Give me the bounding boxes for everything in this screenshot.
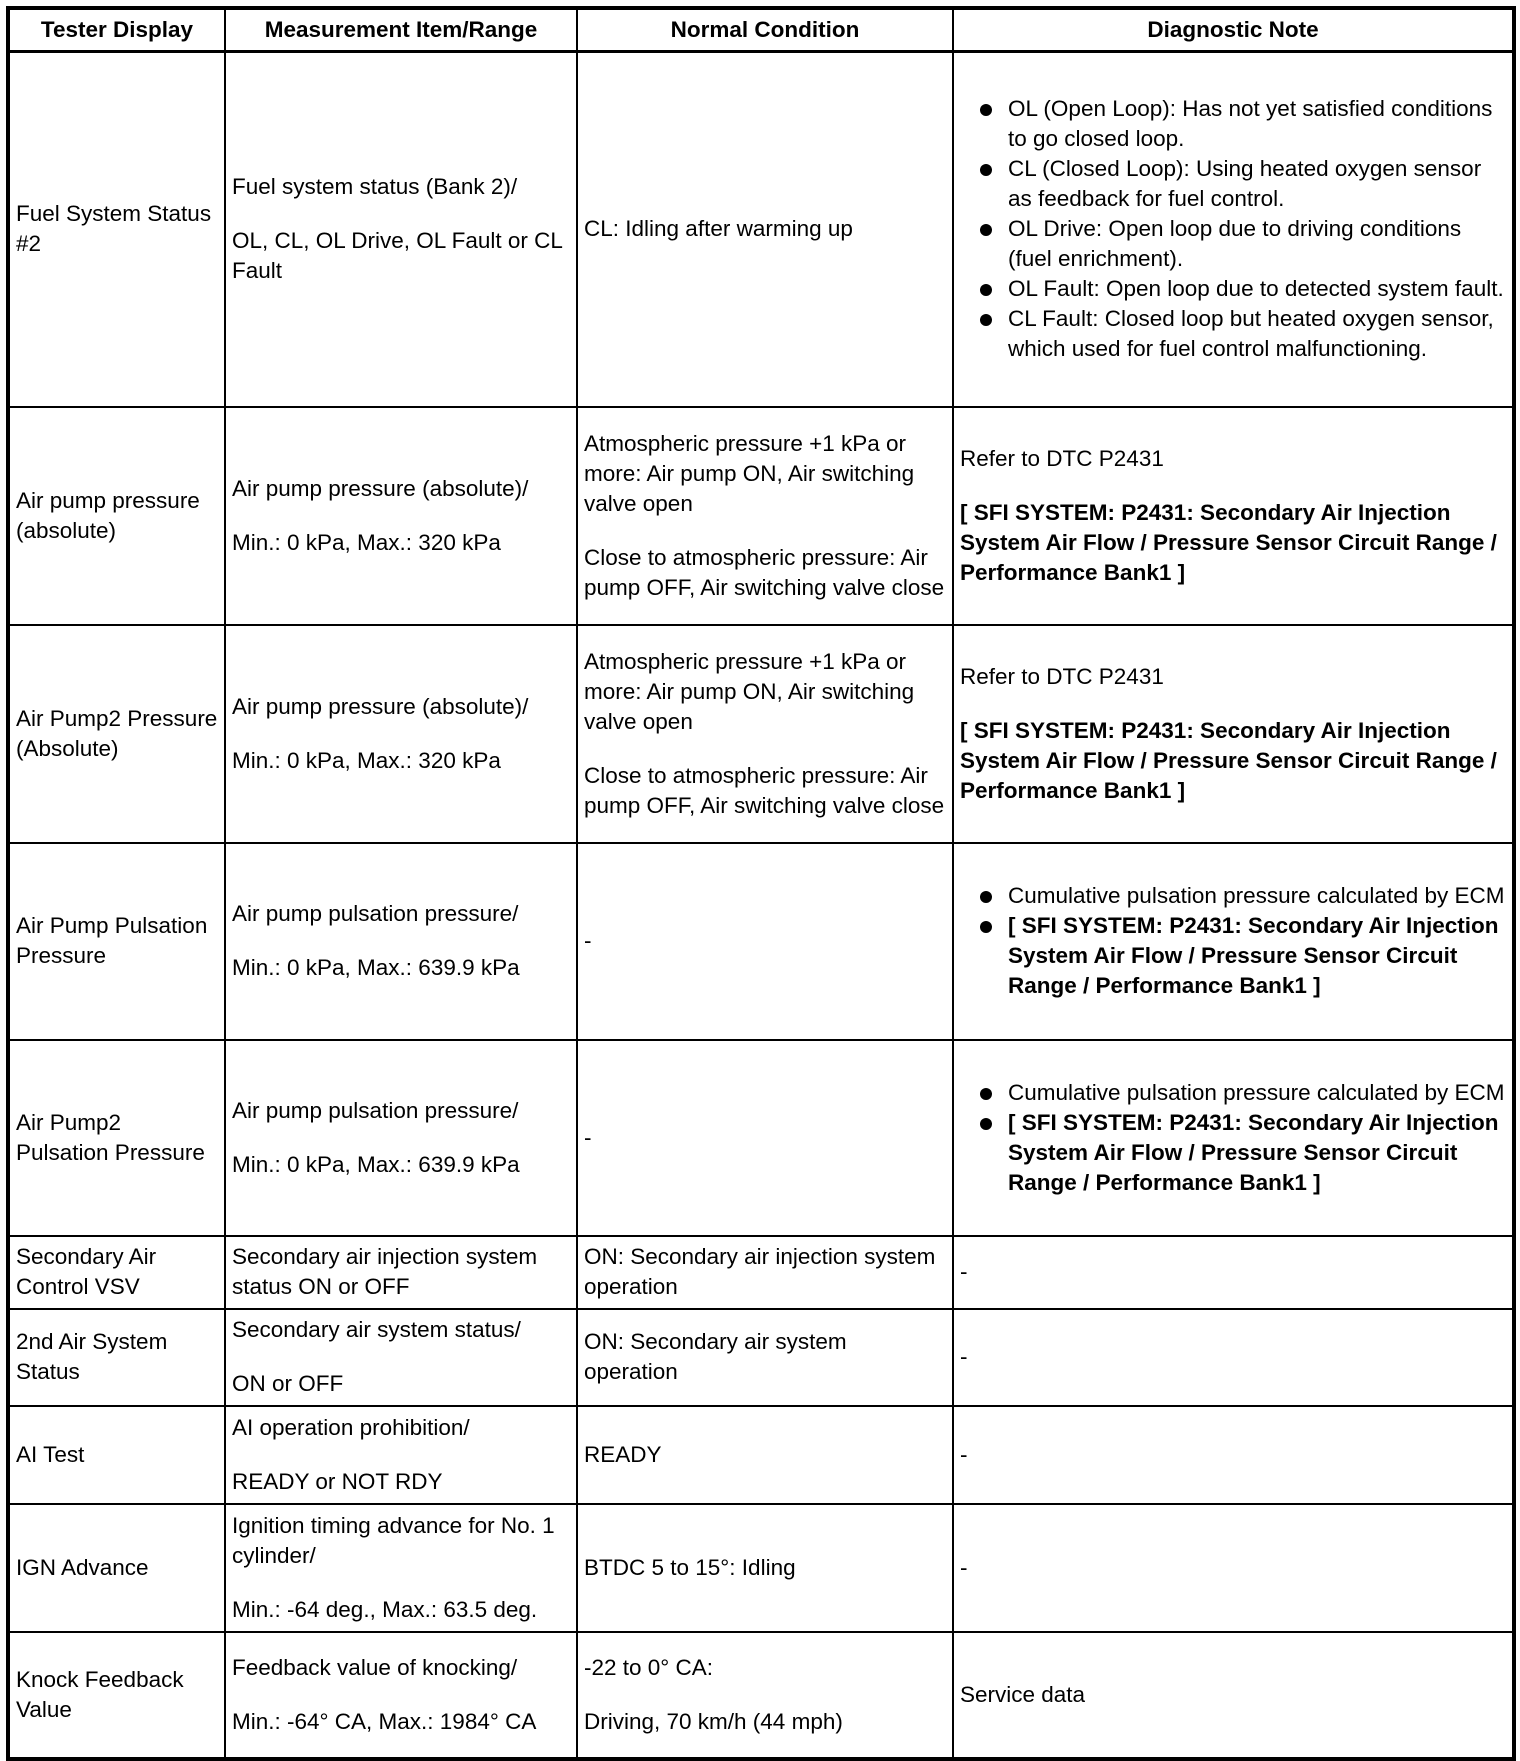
note-bullet-item: [ SFI SYSTEM: P2431: Secondary Air Injection System Air Flow / Pressure Sensor Circuit Range / Performance Bank1 ] <box>1008 1108 1506 1198</box>
table-row <box>8 1406 1514 1504</box>
tester-text: Secondary Air Control VSV <box>16 1244 157 1299</box>
normal-cell <box>577 1309 953 1406</box>
measurement-cell <box>225 407 577 625</box>
diagnostic-note-cell <box>953 843 1514 1040</box>
header-tester-display: Tester Display <box>8 8 225 52</box>
measurement-text: AI operation prohibition/ <box>232 1414 470 1440</box>
note-bullet-item: OL (Open Loop): Has not yet satisfied conditions to go closed loop. <box>1008 94 1506 154</box>
table-row <box>8 625 1514 843</box>
normal-text: Close to atmospheric pressure: Air pump OFF, Air switching valve close <box>584 544 945 600</box>
normal-text: -22 to 0° CA: <box>584 1654 714 1680</box>
measurement-cell <box>225 1309 577 1406</box>
diagnostic-note-cell <box>953 1236 1514 1309</box>
tester-cell <box>8 1236 225 1309</box>
normal-text: READY <box>584 1441 662 1467</box>
diagnostic-note-cell <box>953 1406 1514 1504</box>
note-bullet-list <box>960 1078 1506 1198</box>
normal-cell <box>577 1406 953 1504</box>
note-text: - <box>960 1259 968 1284</box>
note-text: [ SFI SYSTEM: P2431: Secondary Air Injection System Air Flow / Pressure Sensor Circuit Range / Performance Bank1 ] <box>960 499 1497 585</box>
diagnostic-note-cell <box>953 1504 1514 1632</box>
tester-text: Air Pump2 Pulsation Pressure <box>16 1109 205 1165</box>
header-normal-condition: Normal Condition <box>577 8 953 52</box>
table-row <box>8 1040 1514 1236</box>
note-text: - <box>960 1554 968 1580</box>
data-list-table <box>6 6 1516 1761</box>
normal-cell <box>577 1504 953 1632</box>
measurement-cell <box>225 843 577 1040</box>
table-body <box>8 52 1514 1759</box>
note-bullet-item: [ SFI SYSTEM: P2431: Secondary Air Injection System Air Flow / Pressure Sensor Circuit Range / Performance Bank1 ] <box>1008 911 1506 1001</box>
measurement-text: Min.: -64° CA, Max.: 1984° CA <box>232 1708 537 1734</box>
tester-cell <box>8 407 225 625</box>
tester-cell <box>8 1504 225 1632</box>
normal-text: ON: Secondary air injection system operation <box>584 1244 936 1299</box>
note-bullet-item: CL Fault: Closed loop but heated oxygen sensor, which used for fuel control malfunctioning. <box>1008 304 1506 364</box>
table-row <box>8 1309 1514 1406</box>
normal-text: BTDC 5 to 15°: Idling <box>584 1554 796 1580</box>
note-text: - <box>960 1344 968 1369</box>
measurement-text: Min.: 0 kPa, Max.: 320 kPa <box>232 747 501 773</box>
measurement-text: READY or NOT RDY <box>232 1468 443 1494</box>
measurement-text: Air pump pulsation pressure/ <box>232 901 519 926</box>
measurement-text: Ignition timing advance for No. 1 cylinder/ <box>232 1512 555 1568</box>
normal-cell <box>577 1632 953 1759</box>
diagnostic-note-cell <box>953 1632 1514 1759</box>
normal-cell <box>577 1040 953 1236</box>
diagnostic-note-cell <box>953 52 1514 407</box>
note-text: Service data <box>960 1681 1086 1707</box>
measurement-text: Min.: -64 deg., Max.: 63.5 deg. <box>232 1596 538 1622</box>
normal-text: Close to atmospheric pressure: Air pump OFF, Air switching valve close <box>584 762 945 818</box>
normal-text: - <box>584 928 592 953</box>
header-measurement-item: Measurement Item/Range <box>225 8 577 52</box>
normal-text: Atmospheric pressure +1 kPa or more: Air pump ON, Air switching valve open <box>584 430 915 516</box>
diagnostic-note-cell <box>953 625 1514 843</box>
note-bullet-item: Cumulative pulsation pressure calculated by ECM <box>1008 1078 1506 1108</box>
tester-cell <box>8 1632 225 1759</box>
table-row <box>8 843 1514 1040</box>
measurement-cell <box>225 1406 577 1504</box>
tester-text: Air Pump Pulsation Pressure <box>16 913 208 968</box>
note-bullet-list <box>960 94 1506 364</box>
measurement-text: OL, CL, OL Drive, OL Fault or CL Fault <box>232 228 563 284</box>
measurement-cell <box>225 52 577 407</box>
note-bullet-item: Cumulative pulsation pressure calculated by ECM <box>1008 881 1506 911</box>
table-row <box>8 1632 1514 1759</box>
tester-text: Knock Feedback Value <box>16 1666 184 1722</box>
measurement-cell <box>225 1632 577 1759</box>
tester-text: Air pump pressure (absolute) <box>16 487 200 543</box>
tester-cell <box>8 1040 225 1236</box>
measurement-text: Air pump pulsation pressure/ <box>232 1097 519 1123</box>
tester-text: Air Pump2 Pressure (Absolute) <box>16 705 218 761</box>
measurement-text: ON or OFF <box>232 1371 344 1396</box>
normal-text: Driving, 70 km/h (44 mph) <box>584 1708 843 1734</box>
measurement-text: Min.: 0 kPa, Max.: 639.9 kPa <box>232 955 520 980</box>
note-text: [ SFI SYSTEM: P2431: Secondary Air Injection System Air Flow / Pressure Sensor Circuit Range / Performance Bank1 ] <box>960 717 1497 803</box>
table-header-row <box>8 8 1514 52</box>
measurement-text: Air pump pressure (absolute)/ <box>232 475 529 501</box>
normal-text: ON: Secondary air system operation <box>584 1329 847 1384</box>
header-diagnostic-note: Diagnostic Note <box>953 8 1514 52</box>
measurement-text: Air pump pressure (absolute)/ <box>232 693 529 719</box>
tester-cell <box>8 1309 225 1406</box>
measurement-cell <box>225 625 577 843</box>
measurement-cell <box>225 1236 577 1309</box>
tester-cell <box>8 1406 225 1504</box>
normal-cell <box>577 407 953 625</box>
table-row <box>8 1504 1514 1632</box>
tester-cell <box>8 625 225 843</box>
measurement-text: Feedback value of knocking/ <box>232 1654 518 1680</box>
tester-cell <box>8 52 225 407</box>
normal-cell <box>577 625 953 843</box>
tester-text: AI Test <box>16 1441 85 1467</box>
diagnostic-note-cell <box>953 1040 1514 1236</box>
table-row <box>8 52 1514 407</box>
tester-text: IGN Advance <box>16 1554 149 1580</box>
measurement-text: Fuel system status (Bank 2)/ <box>232 174 518 200</box>
note-text: - <box>960 1441 968 1467</box>
normal-text: Atmospheric pressure +1 kPa or more: Air pump ON, Air switching valve open <box>584 648 915 734</box>
normal-cell <box>577 52 953 407</box>
measurement-text: Min.: 0 kPa, Max.: 320 kPa <box>232 529 501 555</box>
tester-text: 2nd Air System Status <box>16 1329 168 1384</box>
note-text: Refer to DTC P2431 <box>960 445 1164 471</box>
measurement-cell <box>225 1040 577 1236</box>
normal-cell <box>577 843 953 1040</box>
measurement-cell <box>225 1504 577 1632</box>
normal-cell <box>577 1236 953 1309</box>
table-row <box>8 407 1514 625</box>
table-row <box>8 1236 1514 1309</box>
note-bullet-item: CL (Closed Loop): Using heated oxygen sensor as feedback for fuel control. <box>1008 154 1506 214</box>
tester-cell <box>8 843 225 1040</box>
note-bullet-item: OL Drive: Open loop due to driving conditions (fuel enrichment). <box>1008 214 1506 274</box>
normal-text: - <box>584 1124 592 1150</box>
note-bullet-list <box>960 881 1506 1001</box>
diagnostic-note-cell <box>953 407 1514 625</box>
note-bullet-item: OL Fault: Open loop due to detected system fault. <box>1008 274 1506 304</box>
normal-text: CL: Idling after warming up <box>584 216 853 242</box>
measurement-text: Secondary air injection system status ON or OFF <box>232 1244 538 1299</box>
measurement-text: Secondary air system status/ <box>232 1317 521 1342</box>
tester-text: Fuel System Status #2 <box>16 201 212 257</box>
diagnostic-note-cell <box>953 1309 1514 1406</box>
note-text: Refer to DTC P2431 <box>960 663 1164 689</box>
measurement-text: Min.: 0 kPa, Max.: 639.9 kPa <box>232 1151 520 1177</box>
